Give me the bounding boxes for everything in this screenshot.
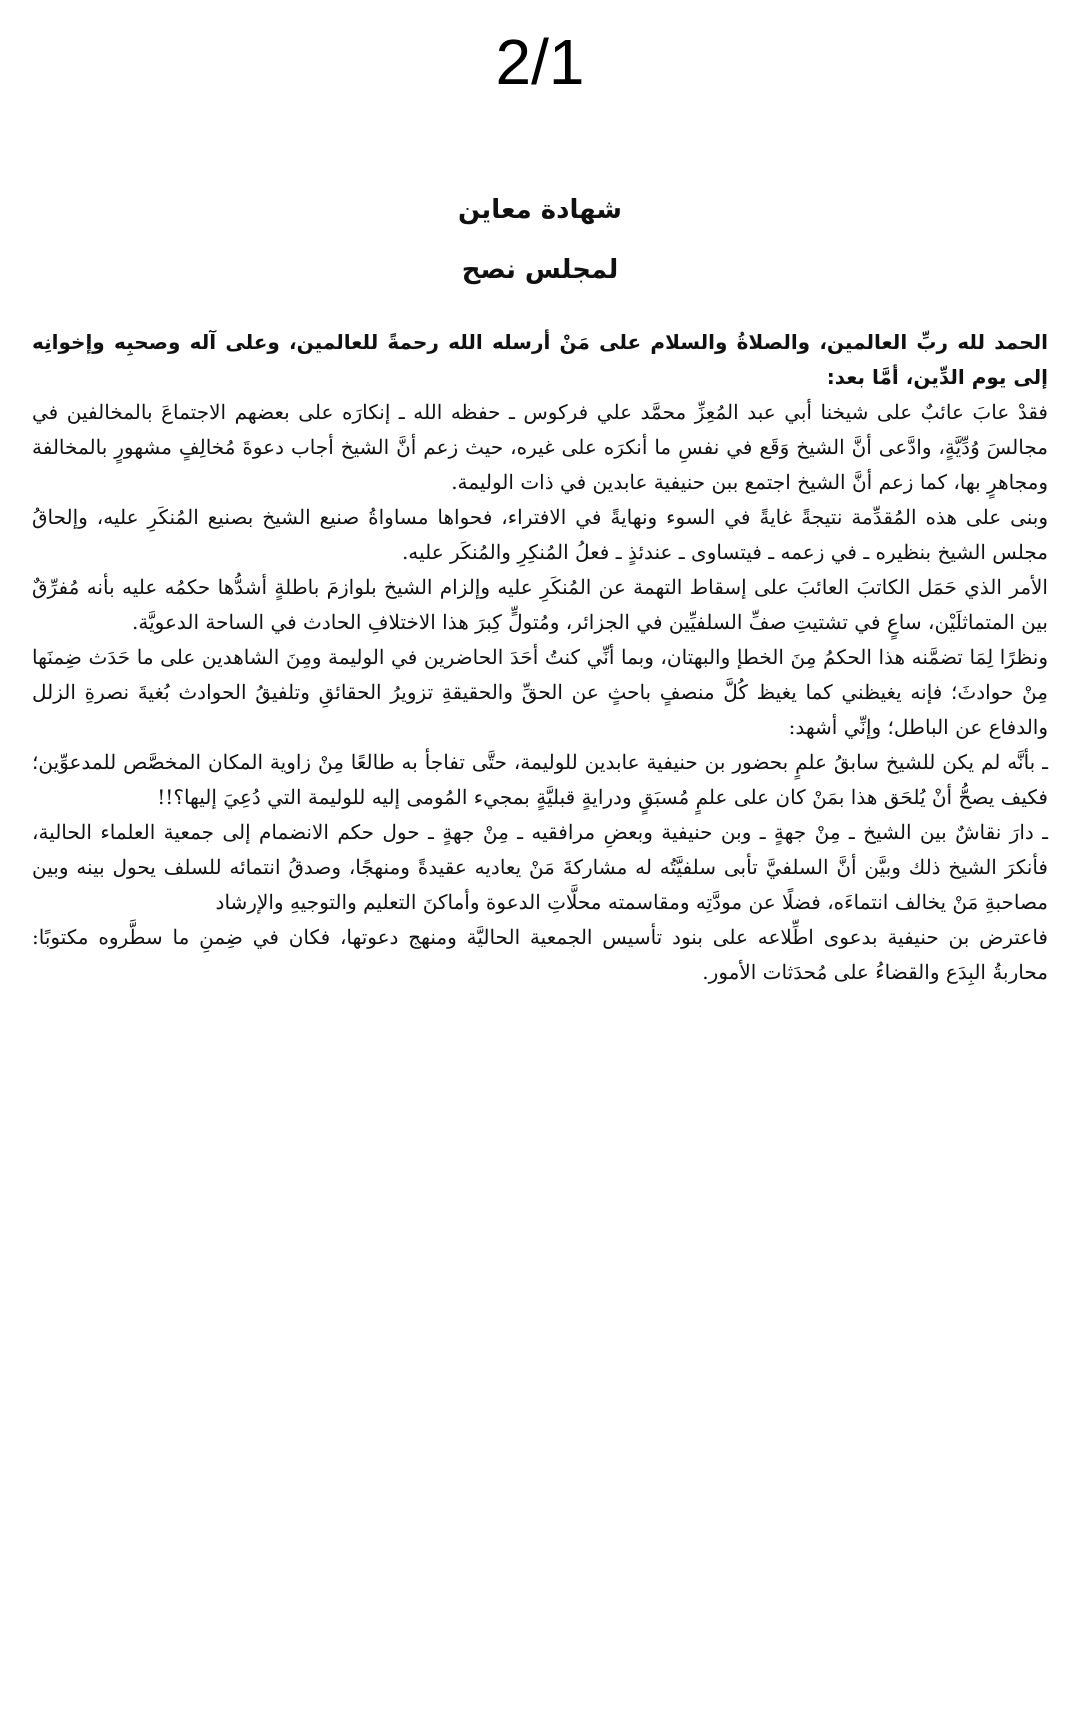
document-header <box>0 180 1080 300</box>
document-subtitle: لمجلس نصح <box>461 255 619 285</box>
body-paragraph: فاعترض بن حنيفية بدعوى اطِّلاعه على بنود تأسيس الجمعية الحاليَّة ومنهج دعوتها، فكان في ضِمنِ ما سطَّروه مكتوبًا: محاربةُ البِدَع والقضاءُ على مُحدَثات الأمور. <box>32 925 1048 984</box>
body-paragraph: ونظرًا لِمَا تضمَّنه هذا الحكمُ مِنَ الخطإ والبهتان، وبما أنِّي كنتُ أحَدَ الحاضرين في الوليمة ومِنَ الشاهدين على ما حَدَث ضِمنَها مِنْ حوادثَ؛ فإنه يغيظني كما يغيظ كُلَّ منصفٍ باحثٍ عن الحقِّ والحقيقةِ تزويرُ الحقائقِ وتلفيقُ الحوادث بُغيةَ نصرةِ الزلل والدفاع عن الباطل؛ وإنِّي أشهد: <box>32 645 1048 739</box>
document-title: شهادة معاين <box>458 195 622 225</box>
body-paragraph: وبنى على هذه المُقدِّمة نتيجةً غايةً في السوء ونهايةً في الافتراء، فحواها مساواةُ صنيع الشيخ بصنيع المُنكَرِ عليه، وإلحاقُ مجلس الشيخ بنظيره ـ في زعمه ـ فيتساوى ـ عندئذٍ ـ فعلُ المُنكِرِ والمُنكَر عليه. <box>32 505 1048 564</box>
page-number: 2/1 <box>495 26 585 98</box>
testimony-item: ـ بأنَّه لم يكن للشيخ سابقُ علمٍ بحضور بن حنيفية عابدين للوليمة، حتَّى تفاجأ به طالعًا مِنْ زاوية المكان المخصَّص للمدعوِّين؛ فكيف يصحُّ أنْ يُلحَق هذا بمَنْ كان على علمٍ مُسبَقٍ ودرايةٍ قبليَّةٍ بمجيء المُومى إليه للوليمة التي دُعِيَ إليها؟!! <box>32 750 1048 809</box>
document-body <box>32 325 1048 990</box>
intro-paragraph: الحمد لله ربِّ العالمين، والصلاةُ والسلام على مَنْ أرسله الله رحمةً للعالمين، وعلى آله وصحبِه وإخوانِه إلى يوم الدِّين، أمَّا بعد: <box>32 330 1048 389</box>
body-paragraph: الأمر الذي حَمَل الكاتبَ العائبَ على إسقاط التهمة عن المُنكَرِ عليه وإلزام الشيخ بلوازمَ باطلةٍ أشدُّها حكمُه عليه بأنه مُفرِّقٌ بين المتماثلَيْن، ساعٍ في تشتيتِ صفِّ السلفيِّين في الجزائر، ومُتولٍّ كِبرَ هذا الاختلافِ الحادث في الساحة الدعويَّة. <box>32 575 1048 634</box>
testimony-item: ـ دارَ نقاشٌ بين الشيخ ـ مِنْ جهةٍ ـ وبن حنيفية وبعضِ مرافقيه ـ مِنْ جهةٍ ـ حول حكم الانضمام إلى جمعية العلماء الحالية، فأنكرَ الشيخ ذلك وبيَّن أنَّ السلفيَّ تأبى سلفيَّتُه له مشاركةَ مَنْ يعاديه عقيدةً ومنهجًا، وصدقُ انتمائه للسلف يحول بينه وبين مصاحبةِ مَنْ يخالف انتماءَه، فضلًا عن مودَّتِه ومقاسمته محلَّاتِ الدعوة وأماكنَ التعليم والتوجيهِ والإرشاد <box>32 820 1048 914</box>
body-paragraph: فقدْ عابَ عائبٌ على شيخنا أبي عبد المُعِزِّ محمَّد علي فركوس ـ حفظه الله ـ إنكارَه على بعضهم الاجتماعَ بالمخالفين في مجالسَ وُدِّيَّةٍ، وادَّعى أنَّ الشيخ وَقَع في نفسِ ما أنكرَه على غيره، حيث زعم أنَّ الشيخ أجاب دعوةَ مُخالِفٍ مشهورٍ بالمخالفة ومجاهرٍ بها، كما زعم أنَّ الشيخ اجتمع ببن حنيفية عابدين في ذات الوليمة. <box>32 400 1048 494</box>
